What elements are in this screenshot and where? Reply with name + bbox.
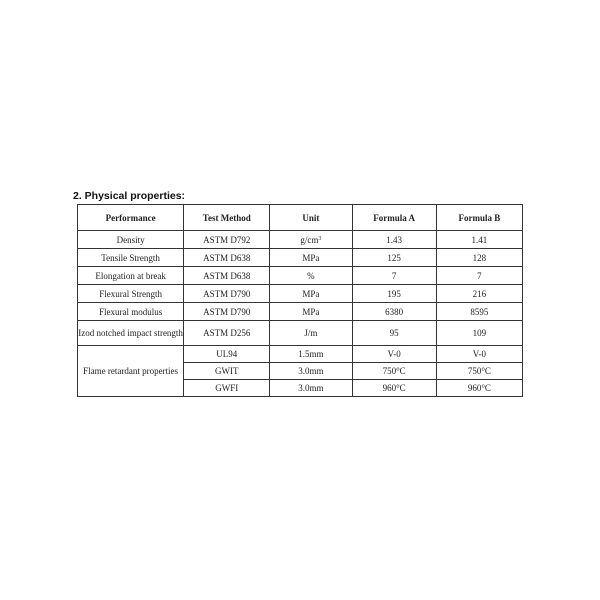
table-header-row	[78, 205, 523, 231]
physical-properties-table	[77, 204, 523, 397]
unit-text: g/cm	[300, 234, 319, 245]
section-title: 2. Physical properties:	[73, 190, 186, 202]
table-row	[78, 303, 523, 321]
cell-formula-b: 750°C	[436, 363, 522, 380]
cell-method: GWIT	[184, 363, 270, 380]
unit-superscript: 3	[318, 235, 322, 242]
cell-formula-a: V-0	[352, 346, 436, 363]
cell-performance: Tensile Strength	[78, 249, 184, 267]
table-row	[78, 346, 523, 363]
cell-performance: Flexural modulus	[78, 303, 184, 321]
cell-formula-a: 6380	[352, 303, 436, 321]
cell-formula-a: 125	[352, 249, 436, 267]
cell-formula-a: 960°C	[352, 380, 436, 397]
cell-formula-b: 216	[436, 285, 522, 303]
cell-unit: 1.5mm	[270, 346, 352, 363]
cell-formula-b: 960°C	[436, 380, 522, 397]
cell-method: ASTM D638	[184, 249, 270, 267]
cell-method: UL94	[184, 346, 270, 363]
cell-unit: 3.0mm	[270, 363, 352, 380]
cell-unit: MPa	[270, 285, 352, 303]
header-test-method: Test Method	[184, 205, 270, 231]
cell-method: ASTM D790	[184, 285, 270, 303]
cell-performance-flame: Flame retardant properties	[78, 346, 184, 397]
cell-formula-a: 7	[352, 267, 436, 285]
cell-formula-a: 195	[352, 285, 436, 303]
cell-formula-a: 1.43	[352, 231, 436, 249]
cell-formula-b: 109	[436, 321, 522, 346]
cell-formula-b: V-0	[436, 346, 522, 363]
header-formula-a: Formula A	[352, 205, 436, 231]
cell-method: ASTM D638	[184, 267, 270, 285]
cell-method: GWFI	[184, 380, 270, 397]
cell-performance: Elongation at break	[78, 267, 184, 285]
table-row	[78, 285, 523, 303]
cell-formula-b: 8595	[436, 303, 522, 321]
cell-performance: Flexural Strength	[78, 285, 184, 303]
cell-method: ASTM D792	[184, 231, 270, 249]
cell-formula-b: 128	[436, 249, 522, 267]
cell-unit: J/m	[270, 321, 352, 346]
table-row	[78, 321, 523, 346]
cell-method: ASTM D790	[184, 303, 270, 321]
cell-method: ASTM D256	[184, 321, 270, 346]
cell-unit: MPa	[270, 249, 352, 267]
header-unit: Unit	[270, 205, 352, 231]
table-row	[78, 231, 523, 249]
header-formula-b: Formula B	[436, 205, 522, 231]
cell-unit: %	[270, 267, 352, 285]
cell-formula-a: 95	[352, 321, 436, 346]
cell-performance: Izod notched impact strength	[78, 321, 184, 346]
cell-unit: MPa	[270, 303, 352, 321]
cell-unit	[270, 231, 352, 249]
header-performance: Performance	[78, 205, 184, 231]
table-row	[78, 267, 523, 285]
cell-formula-b: 7	[436, 267, 522, 285]
cell-formula-a: 750°C	[352, 363, 436, 380]
cell-performance: Density	[78, 231, 184, 249]
cell-unit: 3.0mm	[270, 380, 352, 397]
table-row	[78, 249, 523, 267]
cell-formula-b: 1.41	[436, 231, 522, 249]
